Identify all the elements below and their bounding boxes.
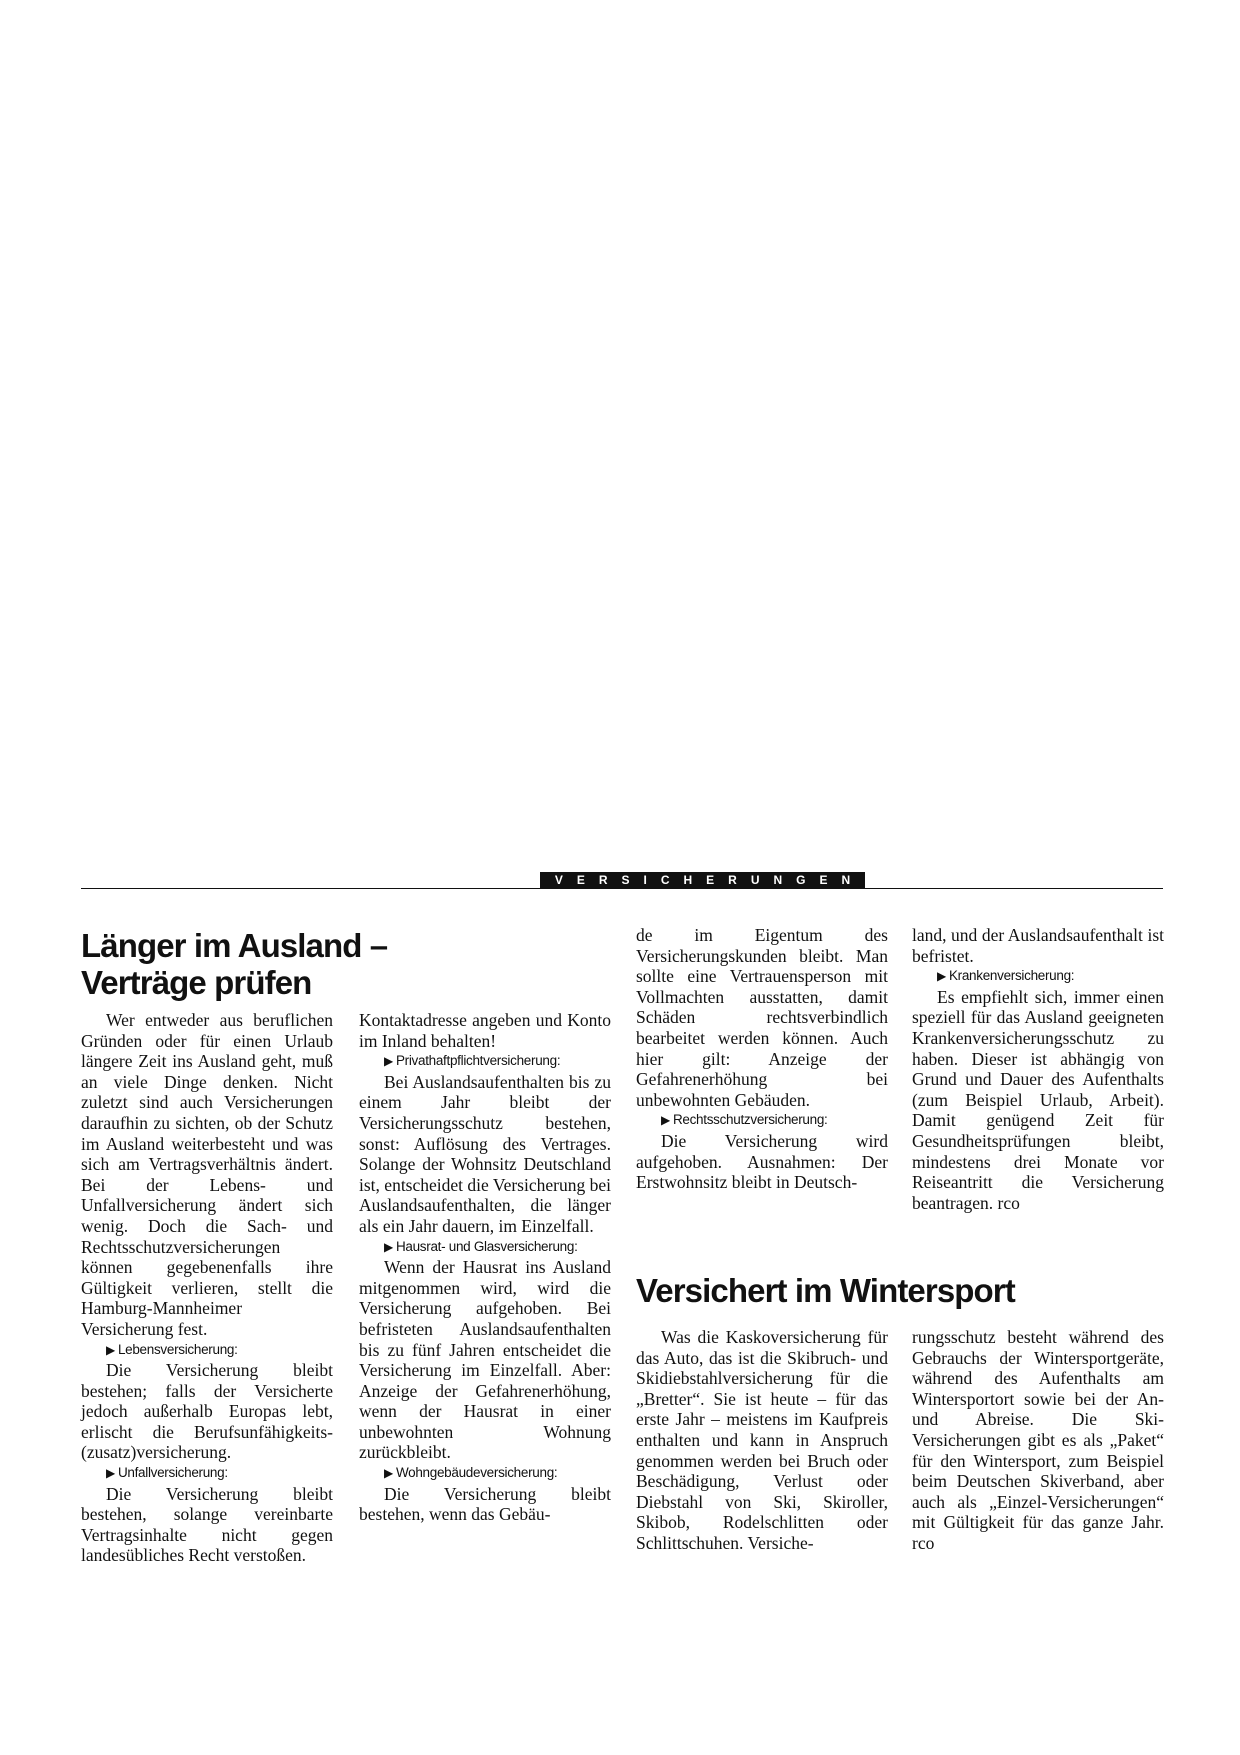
body-paragraph: Was die Kaskoversicherung für das Auto, das ist die Skibruch- und Skidiebstahlversicherung für die „Bretter“. Sie ist heute – für das erste Jahr – meistens im Kaufpreis enthalten und kann in Anspruch genommen werden bei Bruch oder Beschädigung, Verlust oder Diebstahl von Ski, Skiroller, Skibob, Rodelschlitten oder Schlittschuhen. Versiche- xyxy=(636,1327,888,1553)
body-paragraph: Die Versicherung bleibt bestehen, solange vereinbarte Vertragsinhalte nicht gegen landesübliches Recht verstoßen. xyxy=(81,1483,333,1566)
body-paragraph: land, und der Auslandsaufenthalt ist befristet. xyxy=(912,925,1164,966)
rubric-label: VERSICHERUNGEN xyxy=(540,872,865,889)
subheading-label: Unfallversicherung: xyxy=(117,1465,228,1481)
body-paragraph: de im Eigentum des Versicherungskunden bleibt. Man sollte eine Vertrauensperson mit Vollmachten ausstatten, damit Schäden rechtsverbindlich bearbeitet werden können. Auch hier gilt: Anzeige der Gefahrenerhöhung bei unbewohnten Gebäuden. xyxy=(636,925,888,1110)
article2-column-1 xyxy=(636,1327,888,1554)
article1-headline xyxy=(81,927,387,1001)
triangle-bullet-icon: ▶ xyxy=(106,1342,115,1357)
subheading xyxy=(636,1110,888,1131)
body-paragraph: Es empfiehlt sich, immer einen speziell für das Ausland geeigneten Krankenversicherungsschutz zu haben. Dieser ist abhängig von Grund und Dauer des Aufenthalts (zum Beispiel Urlaub, Arbeit). Damit genügend Zeit für Gesundheitsprüfungen bleibt, mindestens drei Monate vor Reiseantritt die Versicherung beantragen. rco xyxy=(912,986,1164,1213)
subheading-label: Krankenversicherung: xyxy=(948,968,1075,984)
triangle-bullet-icon: ▶ xyxy=(384,1054,393,1069)
body-paragraph: Wenn der Hausrat ins Ausland mitgenommen wird, wird die Versicherung aufgehoben. Bei befristeten Auslandsaufenthalten bis zu fünf Jahren entscheidet die Versicherung im Einzelfall. Aber: Anzeige der Gefahrenerhöhung, wenn der Hausrat in einer unbewohnten Wohnung zurückbleibt. xyxy=(359,1257,611,1463)
subheading xyxy=(81,1340,333,1361)
article1-column-1 xyxy=(81,1010,333,1566)
triangle-bullet-icon: ▶ xyxy=(384,1466,393,1481)
subheading-label: Rechtsschutzversicherung: xyxy=(672,1112,828,1128)
headline-line: Versichert im Wintersport xyxy=(636,1272,1015,1309)
subheading-label: Privathaftpflichtversicherung: xyxy=(395,1053,561,1069)
body-paragraph: Bei Auslandsaufenthalten bis zu einem Jahr bleibt der Versicherungsschutz bestehen, sonst: Auflösung des Vertrages. Solange der Wohnsitz Deutschland ist, entscheidet die Versicherung bei Auslandsaufenthalten, die länger als ein Jahr dauern, im Einzelfall. xyxy=(359,1071,611,1236)
article1-column-4 xyxy=(912,925,1164,1213)
subheading xyxy=(912,966,1164,987)
subheading-label: Lebensversicherung: xyxy=(117,1341,238,1357)
body-paragraph: Die Versicherung bleibt bestehen; falls der Versicherte jedoch außerhalb Europas lebt, erlischt die Berufsunfähigkeits-(zusatz)versicherung. xyxy=(81,1360,333,1463)
body-paragraph: Die Versicherung wird aufgehoben. Ausnahmen: Der Erstwohnsitz bleibt in Deutsch- xyxy=(636,1130,888,1193)
subheading xyxy=(359,1463,611,1484)
subheading-label: Hausrat- und Glasversicherung: xyxy=(395,1238,578,1254)
subheading xyxy=(359,1237,611,1258)
article1-column-2 xyxy=(359,1010,611,1525)
subheading xyxy=(359,1051,611,1072)
article2-column-2 xyxy=(912,1327,1164,1554)
body-paragraph: rungsschutz besteht während des Gebrauchs der Wintersportgeräte, während des Aufenthalts am Wintersportort sowie bei der An- und Abreise. Die Ski-Versicherungen gibt es als „Paket“ für den Wintersport, zum Beispiel beim Deutschen Skiverband, aber auch als „Einzel-Versicherungen“ mit Gültigkeit für das ganze Jahr. rco xyxy=(912,1327,1164,1553)
article2-headline xyxy=(636,1272,1015,1309)
headline-line: Verträge prüfen xyxy=(81,964,312,1001)
article1-column-3 xyxy=(636,925,888,1193)
triangle-bullet-icon: ▶ xyxy=(384,1239,393,1254)
body-paragraph: Wer entweder aus beruflichen Gründen oder für einen Urlaub längere Zeit ins Ausland geht, muß an viele Dinge denken. Nicht zuletzt sind auch Versicherungen daraufhin zu sichten, ob der Schutz im Ausland weiterbesteht und was sich am Vertragsverhältnis ändert. Bei der Lebens- und Unfallversicherung ändert sich wenig. Doch die Sach- und Rechtsschutzversicherungen können gegebenenfalls ihre Gültigkeit verlieren, stellt die Hamburg-Mannheimer Versicherung fest. xyxy=(81,1010,333,1339)
subheading-label: Wohngebäudeversicherung: xyxy=(395,1465,558,1481)
triangle-bullet-icon: ▶ xyxy=(661,1113,670,1128)
triangle-bullet-icon: ▶ xyxy=(106,1466,115,1481)
headline-line: Länger im Ausland – xyxy=(81,927,388,964)
body-paragraph: Die Versicherung bleibt bestehen, wenn das Gebäu- xyxy=(359,1483,611,1525)
body-paragraph: Kontaktadresse angeben und Konto im Inland behalten! xyxy=(359,1010,611,1051)
section-rubric xyxy=(81,872,1163,889)
triangle-bullet-icon: ▶ xyxy=(937,969,946,984)
subheading xyxy=(81,1463,333,1484)
